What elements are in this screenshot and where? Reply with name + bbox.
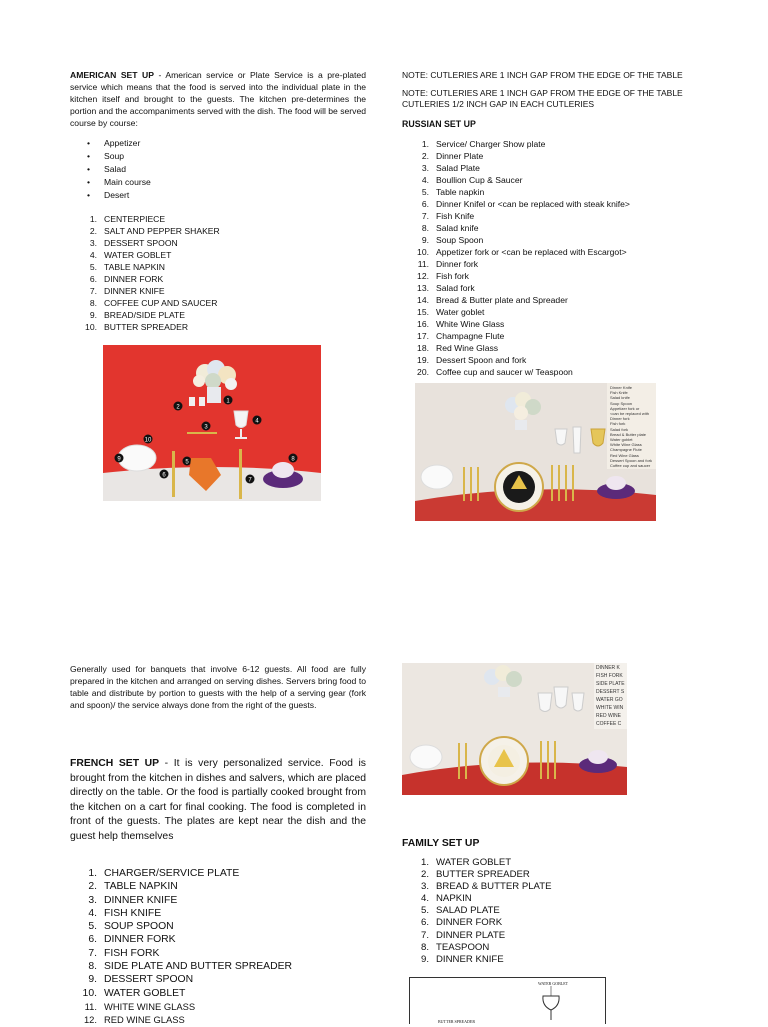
- list-item: 5. Table napkin: [421, 187, 485, 197]
- french-photo-legend: [596, 664, 627, 728]
- legend-entry: Champagne Flute: [610, 447, 642, 453]
- svg-text:9: 9: [117, 456, 121, 463]
- legend-entry: Dessert Spoon and fork: [610, 457, 653, 463]
- list-item: 14. Bread & Butter plate and Spreader: [417, 295, 568, 305]
- list-item: • Desert: [70, 189, 350, 202]
- legend-entry: Red Wine Glass: [610, 452, 639, 458]
- list-item: 7. FISH FORK: [88, 947, 160, 959]
- legend-entry: Appetizer fork or: [610, 405, 640, 411]
- list-item: 3. DINNER KNIFE: [88, 894, 178, 906]
- svg-text:1: 1: [226, 398, 230, 405]
- legend-entry: Salad knife: [610, 395, 630, 401]
- list-item: 9. BREAD/SIDE PLATE: [89, 310, 186, 320]
- list-item: 9. DINNER KNIFE: [420, 953, 504, 965]
- list-item: 3. Salad Plate: [421, 163, 480, 173]
- svg-text:3: 3: [204, 424, 208, 431]
- list-item: 9. Soup Spoon: [421, 235, 484, 245]
- list-item: 20. Coffee cup and saucer w/ Teaspoon: [417, 367, 573, 377]
- family-setup-diagram: [409, 977, 606, 1024]
- list-item: 1. WATER GOBLET: [420, 857, 512, 868]
- list-item: 4. NAPKIN: [420, 893, 472, 905]
- list-item: 5. TABLE NAPKIN: [89, 262, 165, 272]
- svg-text:10: 10: [144, 437, 152, 444]
- list-item: • Soup: [70, 150, 350, 163]
- list-item: 16. White Wine Glass: [417, 319, 505, 329]
- list-item: 6. DINNER FORK: [420, 917, 503, 929]
- french-items-list: [70, 867, 370, 1027]
- note-1: NOTE: CUTLERIES ARE 1 INCH GAP FROM THE EDGE OF THE TABLE: [402, 70, 683, 80]
- american-intro: [70, 69, 366, 129]
- list-item: 10. WATER GOBLET: [82, 987, 186, 999]
- legend-entry: WATER GO: [596, 697, 623, 703]
- legend-entry: DINNER K: [596, 665, 620, 671]
- list-item: 1. Service/ Charger Show plate: [421, 139, 546, 149]
- list-item: 18. Red Wine Glass: [417, 343, 499, 353]
- legend-entry: Fish fork: [610, 421, 626, 427]
- list-item: 2. Dinner Plate: [421, 151, 484, 161]
- list-item: 2. BUTTER SPREADER: [420, 869, 530, 881]
- legend-entry: SIDE PLATE: [596, 681, 625, 687]
- list-item: 19. Dessert Spoon and fork: [417, 355, 527, 365]
- legend-entry: Water goblet: [610, 437, 633, 443]
- list-item: 8. Salad knife: [421, 223, 479, 233]
- list-item: 2. SALT AND PEPPER SHAKER: [89, 226, 220, 236]
- list-item: • Appetizer: [70, 137, 350, 150]
- list-item: 6. DINNER FORK: [89, 274, 164, 284]
- list-item: 4. WATER GOBLET: [89, 250, 172, 260]
- legend-entry: Dinner Knife: [610, 385, 633, 390]
- american-title: AMERICAN SET UP: [70, 70, 154, 80]
- list-item: 13. Salad fork: [417, 283, 475, 293]
- legend-entry: FISH FORK: [596, 673, 623, 679]
- diagram-label-water-goblet: WATER GOBLET: [538, 981, 569, 986]
- french-intro: [70, 757, 366, 845]
- list-item: 8. COFFEE CUP AND SAUCER: [89, 298, 218, 308]
- list-item: 7. Fish Knife: [421, 211, 475, 221]
- legend-entry: Soup Spoon: [610, 400, 633, 406]
- list-item: • Salad: [70, 163, 350, 176]
- list-item: 2. TABLE NAPKIN: [88, 881, 178, 893]
- goblet-icon: [410, 978, 606, 1024]
- american-course-list: [70, 137, 350, 202]
- diagram-label-butter-spreader: BUTTER SPREADER: [438, 1019, 476, 1024]
- svg-text:7: 7: [248, 477, 252, 484]
- list-item: 10. BUTTER SPREADER: [85, 322, 189, 332]
- russian-items-list: [402, 138, 702, 378]
- list-item: 9. DESSERT SPOON: [88, 974, 194, 986]
- legend-entry: RED WINE: [596, 713, 621, 719]
- legend-entry: Fish Knife: [610, 390, 628, 396]
- svg-text:8: 8: [291, 456, 295, 463]
- list-item: 11. WHITE WINE GLASS: [84, 1000, 196, 1012]
- russian-title: RUSSIAN SET UP: [402, 119, 476, 129]
- list-item: 4. FISH KNIFE: [88, 907, 162, 919]
- russian-photo-legend: [610, 385, 656, 468]
- american-intro-text: - American service or Plate Service is a pre-plated service which means that the food is served into the individual plate in the kitchen itself and brought to the guests. The kitchen pre-determines the portion and the accompaniments served with the dish. The food will be served course by course:: [70, 70, 367, 128]
- list-item: 17. Champagne Flute: [417, 331, 505, 341]
- legend-entry: Dinner fork: [610, 416, 630, 422]
- svg-text:4: 4: [255, 418, 259, 425]
- legend-entry: <can be replaced with: [610, 411, 650, 417]
- banquet-text: Generally used for banquets that involve 6-12 guests. All food are fully prepared in the kitchen and arranged on serving dishes. Servers bring food to table and distribute by portion to guests with the help of a serving gear (fork and spoon)/ the service always done from the right of the guests.: [70, 664, 366, 710]
- family-items-list: [402, 857, 702, 966]
- list-item: 6. DINNER FORK: [88, 934, 176, 946]
- list-item: 4. Boullion Cup & Saucer: [421, 175, 523, 185]
- list-item: 5. SALAD PLATE: [420, 905, 500, 917]
- list-item: 6. Dinner Knifel or <can be replaced with steak knife>: [421, 199, 630, 209]
- legend-entry: Coffee cup and saucer: [610, 463, 651, 469]
- list-item: 12. Fish fork: [417, 271, 469, 281]
- french-setup-photo: [402, 663, 627, 795]
- american-items-list: [70, 213, 360, 333]
- list-item: 7. DINNER PLATE: [420, 929, 506, 941]
- svg-text:5: 5: [185, 459, 189, 466]
- list-item: 3. BREAD & BUTTER PLATE: [420, 881, 552, 893]
- legend-entry: Salad fork: [610, 426, 629, 432]
- family-title: FAMILY SET UP: [402, 838, 480, 849]
- svg-text:6: 6: [162, 472, 166, 479]
- list-item: 8. TEASPOON: [420, 941, 490, 953]
- note-2: NOTE: CUTLERIES ARE 1 INCH GAP FROM THE EDGE OF THE TABLE CUTLERIES 1/2 INCH GAP IN EACH CUTLERIES: [402, 88, 683, 109]
- legend-entry: DESSERT S: [596, 689, 625, 695]
- list-item: 10. Appetizer fork or <can be replaced with Escargot>: [417, 247, 627, 257]
- legend-entry: White Wine Glass: [610, 442, 642, 448]
- list-item: 8. SIDE PLATE AND BUTTER SPREADER: [88, 961, 293, 973]
- list-item: 11. Dinner fork: [417, 259, 479, 269]
- american-setup-photo: [103, 345, 321, 501]
- list-item: 1. CENTERPIECE: [89, 214, 166, 224]
- list-item: 1. CHARGER/SERVICE PLATE: [88, 868, 240, 879]
- list-item: 7. DINNER KNIFE: [89, 286, 165, 296]
- legend-entry: WHITE WIN: [596, 705, 624, 711]
- list-item: • Main course: [70, 176, 350, 189]
- legend-entry: Bread & Butter plate: [610, 431, 647, 437]
- french-intro-text: - It is very personalized service. Food is brought from the kitchen in dishes and salvers, which are placed directly on the table. Or the food is partially cooked brought from the kitchen on a cart for final cooking. The food is completed in front of the guests. The plates are kept near the dish and the guest help themselves: [70, 758, 366, 842]
- russian-setup-photo: [415, 383, 656, 521]
- list-item: 12. RED WINE GLASS: [83, 1014, 185, 1026]
- french-title: FRENCH SET UP: [70, 758, 160, 769]
- legend-entry: COFFEE C: [596, 721, 622, 727]
- list-item: 5. SOUP SPOON: [88, 921, 174, 933]
- list-item: 15. Water goblet: [417, 307, 485, 317]
- list-item: 3. DESSERT SPOON: [89, 238, 178, 248]
- svg-text:2: 2: [176, 404, 180, 411]
